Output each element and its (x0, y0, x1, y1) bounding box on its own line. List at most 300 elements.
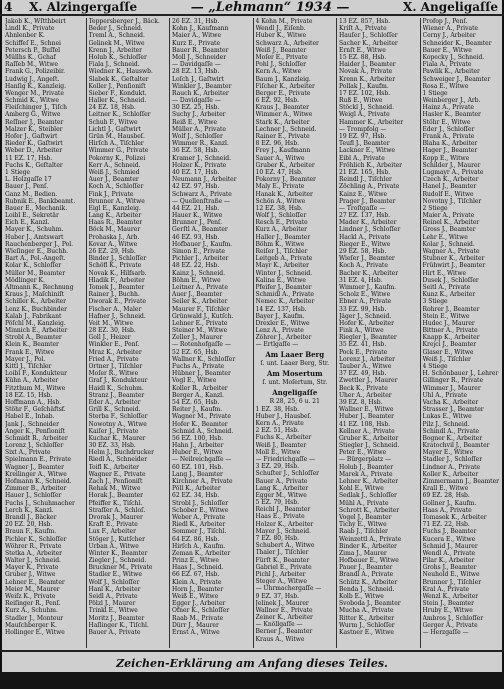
directory-entry: Stark K., Arbeiter (255, 118, 310, 126)
directory-entry: — Herzgaſſe — (422, 628, 469, 636)
directory-entry: Ruß E., Witwe (339, 97, 383, 105)
directory-entry: Kraus J., Beamter (255, 104, 309, 112)
directory-entry: 36 EZ. 58, Hsb. (172, 147, 220, 155)
directory-entry: Wiener A., Private (422, 25, 479, 33)
directory-entry: Wagner E., Private (88, 470, 146, 478)
directory-entry: Jelinek J., Maurer (255, 599, 309, 607)
directory-entry: Lugmayr A., Private (422, 168, 484, 176)
directory-entry: Grohs J., Beamter (422, 564, 477, 572)
directory-entry: Hanak K., Arbeiter (255, 190, 313, 198)
directory-entry: Pölzl J., Maurer (88, 600, 136, 608)
directory-entry: Meier M., Maurer (5, 585, 60, 593)
directory-entry: Winter J., Schneid. (255, 269, 313, 277)
directory-entry: Kittl J., Tiſchler (5, 363, 52, 370)
directory-entry: Fuchs K., Geſtalter (5, 161, 63, 169)
directory-entry: Mayr K., Arbeiter (255, 262, 309, 270)
directory-entry: Riegler J., Beamter (339, 334, 397, 342)
directory-entry: Hübner J., Beamter (172, 370, 231, 378)
directory-entry: Sterba F., Schloſſer (88, 413, 148, 421)
directory-entry: Steiner M., Witwe (172, 327, 228, 335)
directory-entry: 30 EZ. 33, Hsb. (88, 442, 136, 450)
directory-entry: Mayer J., Schneid. (255, 527, 312, 535)
directory-entry: Kurz A., Schuhm. (5, 607, 58, 615)
directory-entry: Ritter K., Arbeiter (339, 614, 395, 622)
directory-entry: Wolf J., Schloſſer (255, 212, 307, 220)
directory-entry: Lindner J., Schloſſer (339, 226, 401, 234)
directory-entry: Zöchling A., Private (339, 183, 400, 191)
directory-entry: Kainz J., Schneid. (172, 269, 225, 277)
directory-entry: Wimmer A., Witwe (255, 111, 313, 119)
directory-entry: 31 EZ. 4, Hsb. (339, 276, 383, 284)
directory-entry: Eder A., Arbeiter (88, 398, 141, 406)
scan-edge-left (0, 0, 2, 689)
directory-entry: Kellner A., Private (339, 427, 395, 435)
directory-entry: 20 EZ. 20, Hsb. (5, 521, 53, 529)
directory-entry: Schindl A., Private (422, 427, 480, 435)
directory-entry: Schöfl K., Private (88, 262, 142, 270)
directory-entry: Tichy E., Witwe (339, 521, 387, 529)
directory-entry: Hofbauer J., Kaufm. (172, 240, 233, 248)
directory-entry: Mayer E., Witwe (422, 449, 474, 457)
directory-entry: Bacher K., Arbeiter (339, 269, 399, 277)
directory-entry: Klein A., Private (172, 578, 222, 586)
directory-entry: Eigl E., Kanzleig. (88, 204, 141, 212)
directory-entry: Hofer J., Gaſtwirt (5, 133, 58, 140)
directory-entry: Hruby E., Witwe (422, 607, 473, 615)
directory-entry: Ernst A., Witwe (172, 628, 220, 636)
directory-entry: Kalina E., Witwe (255, 276, 306, 284)
directory-entry: 3 Stiege (422, 298, 448, 306)
directory-entry: Maurer F., Tiſchler (172, 305, 230, 313)
directory-entry: Novotny J., Tiſchler (422, 197, 482, 205)
directory-entry: Gerſtl A., Beamter (172, 226, 228, 234)
directory-entry: Huber J., Beamter (339, 413, 394, 421)
directory-entry: Hanſig K., Kanzleig. (5, 82, 66, 90)
directory-entry: Hirſch A., Tiſchler (88, 140, 144, 148)
directory-entry: Schneider K., Beamter (422, 39, 492, 47)
directory-entry: Sedlak J., Schloſſer (339, 492, 397, 500)
directory-entry: Huber E., Witwe (172, 449, 223, 457)
directory-entry: 48 EZ. 22, Hsb. (172, 262, 220, 270)
directory-entry: Reiß E., Witwe (172, 118, 218, 126)
directory-entry: 21 EZ. 165, Hsb. (339, 168, 391, 176)
directory-entry: Winter K., Beamter (88, 549, 148, 557)
directory-entry: 19 EZ. 97, Hsb. (339, 133, 387, 140)
directory-entry: Cerny J., Arbeiter (422, 32, 476, 40)
directory-entry: Pichler J., Arbeiter (172, 255, 229, 263)
directory-entry: Koch A., Private (339, 262, 388, 270)
directory-entry: Berger A., Kanzl. (172, 391, 224, 399)
directory-entry: Bauer E., Mechanik. (5, 204, 68, 212)
directory-entry: 11 EZ. 17, Hsb. (5, 154, 53, 162)
directory-entry: Hainz A., Private (422, 104, 474, 112)
directory-entry: Holub J., Beamter (339, 463, 394, 471)
directory-entry: Wieſinger E., Buchh. (5, 248, 69, 255)
directory-entry: Horn J., Beamter (172, 585, 224, 593)
directory-entry: — Uhrmachergaſſe — (255, 585, 322, 593)
directory-entry: Moll E., Witwe (255, 448, 301, 456)
directory-entry: Ofner K., Schloſſer (172, 607, 230, 615)
directory-entry: 35 EZ. 41, Hsb. (339, 341, 387, 349)
page-header (0, 0, 504, 16)
directory-entry: Beder J., Schneid. (88, 25, 143, 33)
scan-bottom-band (0, 672, 504, 689)
directory-entry: Krenn K., Arbeiter (339, 75, 396, 83)
directory-entry: Baum J., Kanzleig. (255, 75, 311, 83)
directory-entry: Loibl F., Kondukteur (5, 370, 67, 378)
directory-entry: Kohn J., Kaufmann (172, 25, 229, 33)
directory-entry: Ambros J., Schloſſer (422, 614, 484, 622)
directory-entry: 42 EZ. 97, Hsb. (172, 183, 220, 191)
directory-entry: Stiegler J., Schneid. (339, 442, 400, 450)
directory-entry: Horak J., Beamter (88, 492, 144, 500)
directory-entry: Jäger J., Schneid. (339, 312, 392, 320)
directory-entry: 17 EZ. 102, Hsb. (339, 89, 391, 97)
directory-entry: Fröhlich K., Arbeiter (339, 161, 403, 169)
directory-entry: Zimmermann J., Beamter (422, 478, 500, 485)
directory-entry: Lehner K., Arbeiter (339, 478, 399, 485)
directory-entry: Zima J., Maurer (339, 549, 387, 557)
directory-entry: Reichl J., Beamter (255, 506, 311, 514)
directory-entry: Moſer R., Witwe (88, 370, 139, 378)
directory-entry: Rosa E., Witwe (422, 82, 469, 90)
directory-entry: Loibl E., Sekretär (5, 212, 59, 220)
directory-entry: Bauer A., Private (88, 628, 141, 636)
directory-entry: 3 EZ. 29, Hsb. (255, 463, 299, 471)
directory-entry: Petersch P., Buſfel (5, 46, 61, 54)
directory-entry: Urban A., Witwe (88, 542, 139, 550)
directory-entry: Fink A., Witwe (339, 327, 384, 335)
directory-entry: Kaiſer J., Private (88, 427, 139, 435)
directory-entry: Wagner A., Private (422, 248, 480, 255)
street-heading: Am Laaer Berg (265, 349, 325, 359)
directory-entry: Fuchs A., Private (172, 363, 225, 370)
directory-entry: L. Holzgaſſe 17 (5, 176, 52, 184)
directory-entry: Binder K., Arbeiter (339, 542, 397, 550)
directory-entry: Weigl A., Private (339, 111, 390, 119)
directory-entry: Auer J., Beamter (88, 176, 139, 184)
directory-entry: Lehr E., Witwe (422, 233, 468, 241)
directory-entry: 14 EZ. 137, Hsb. (255, 305, 307, 313)
directory-entry: Brandl A., Private (339, 571, 394, 579)
directory-entry: Haas R., Beamter (88, 219, 143, 227)
directory-entry: — Troſtgaſſe — (339, 204, 386, 212)
directory-entry: Neuhold E., Witwe (422, 571, 480, 579)
directory-entry: Ernſt E., Witwe (339, 46, 386, 54)
directory-entry: Schrott K., Arbeiter (339, 506, 400, 514)
directory-entry: Kerr A., Schneid. (88, 161, 141, 169)
directory-entry: 28 EZ. 13, Hsb. (172, 68, 220, 76)
header-left-street: X. Alzingergaſſe (29, 0, 138, 14)
directory-entry: Brunner J., Tiſchler (422, 578, 482, 586)
directory-entry: Kern A., Private (255, 420, 304, 427)
directory-entry: Kern A., Witwe (255, 68, 302, 76)
directory-entry: Mödlinger K. (5, 276, 45, 284)
directory-entry: Schuh F., Witwe (88, 118, 138, 126)
directory-entry: Hahn J., Arbeiter (172, 442, 224, 450)
directory-entry: Haider J., Beamter (339, 61, 396, 69)
directory-entry: Mühl A., Private (339, 499, 389, 507)
directory-entry: Weiß J., Schmied (88, 168, 140, 176)
directory-entry: Pokorny J., Beamter (255, 176, 316, 184)
directory-entry: 44 EZ. 21, Hsb. (172, 204, 220, 212)
directory-entry: Stetka A., Arbeiter (5, 549, 62, 557)
directory-entry: Wiedner K., Hauswb. (88, 68, 153, 76)
directory-entry: Seitl A., Private (422, 283, 471, 291)
street-heading: Am Mosertum (266, 368, 323, 378)
directory-entry: Gruber K., Arbeiter (255, 161, 315, 169)
directory-entry: Rainer E., Private (255, 133, 310, 140)
directory-entry: Straſſer A., Schloſ. (88, 506, 146, 514)
directory-entry: Fiala A., Private (422, 61, 472, 69)
directory-entry: Wenger M., Private (5, 89, 64, 97)
directory-entry: Wagner M., Private (172, 413, 231, 421)
directory-entry: 12 EZ. 38, Hsb. (255, 204, 303, 212)
directory-entry: Lang K., Arbeiter (255, 484, 309, 492)
directory-entry: Reinel K., Arbeiter (422, 219, 480, 227)
directory-entry: Lehner E., Beamter (5, 578, 65, 586)
directory-entry: Stöhr F., Geſchäftsf. (5, 406, 66, 414)
directory-entry: Vogl E., Witwe (172, 377, 217, 385)
directory-entry: Anger K., Penſioniſt (5, 427, 65, 435)
directory-entry: Kastner E., Witwe (339, 628, 394, 636)
directory-entry: Haas E., Private (255, 513, 305, 521)
directory-entry: 30 EZ. 25, Hsb. (172, 104, 220, 112)
directory-entry: Maier A., Private (422, 212, 475, 220)
directory-entry: Weber D., Arbeiter (5, 147, 63, 155)
directory-entry: Ebner A., Private (339, 298, 392, 306)
directory-entry: Mauſchberger K. (5, 621, 57, 629)
directory-entry: Dürr J., Maurer (172, 621, 219, 629)
directory-entry: 37 EZ. 49, Hsb. (339, 370, 387, 378)
directory-entry: Malzer K., Steibler (5, 125, 63, 133)
directory-entry: Kral A., Private (422, 585, 470, 593)
directory-entry: Maier A., Witwe (172, 32, 222, 40)
directory-entry: Schmidt R., Arbeiter (5, 434, 68, 442)
directory-entry: Mayer K., Private (5, 564, 59, 572)
directory-entry: Hasler K., Beamter (422, 111, 481, 119)
directory-entry: 66 EZ. 67, Hsb. (172, 571, 220, 579)
directory-columns (3, 18, 503, 648)
directory-entry: Pichl J., Arbeiter (255, 570, 306, 578)
directory-column-1 (3, 18, 87, 648)
directory-entry: Fried A., Private (88, 355, 139, 363)
directory-entry: Frank G., Polizeibir. (5, 68, 66, 76)
directory-entry: Weiß J., Beamter (255, 46, 307, 54)
directory-column-6 (421, 18, 504, 648)
directory-entry: Strobl A., Beamter (5, 334, 62, 342)
directory-entry: Moſer E., Private (255, 53, 308, 61)
directory-entry: Krejci J., Beamter (422, 341, 477, 349)
directory-entry: Kraus J., Maſchiniſt (5, 291, 64, 299)
directory-entry: Weber A., Private (172, 513, 226, 521)
directory-entry: Graf J., Kondukteur (88, 377, 148, 385)
directory-entry: Rudolf E., Witwe (422, 190, 474, 198)
directory-entry: Wöhrer R., Private (5, 542, 62, 550)
directory-entry: Koller J., Penſioniſt (88, 82, 146, 90)
directory-entry: 26 EZ. 29, Hsb. (88, 248, 136, 255)
directory-entry: Lang K., Arbeiter (88, 212, 142, 220)
directory-entry: 28 EZ. 30, Hsb. (88, 327, 136, 335)
directory-entry: 62 EZ. 34, Hsb. (172, 492, 220, 500)
directory-entry: Lorenz J., Arbeiter (339, 355, 395, 363)
directory-entry: Weinzettl A., Private (339, 535, 402, 543)
directory-entry: Moll J., Schneider (172, 53, 227, 61)
directory-entry: Klein K., Beamter (5, 341, 59, 349)
directory-entry: — Friedrichgaſſe — (255, 455, 316, 463)
directory-entry: Gabriel E., Private (255, 563, 312, 571)
directory-entry: Brandl J., Bäcker (5, 513, 57, 521)
street-heading: Angeligaſſe (272, 387, 318, 397)
directory-entry: Teppersberger J., Bäck. (88, 18, 160, 25)
directory-entry: Raab M., Private (172, 614, 224, 622)
directory-entry: Blaha K., Arbeiter (422, 140, 478, 148)
directory-entry: Kolb E., Witwe (339, 593, 384, 600)
directory-entry: Eich E., Kanzl. (5, 219, 50, 227)
directory-entry: Simon E., Private (172, 248, 225, 255)
directory-entry: 26 EZ. 31, Hsb. (172, 18, 220, 25)
directory-entry: 29 EZ. 58, Hsb. (339, 248, 387, 255)
directory-entry: Böck M., Maurer (88, 226, 141, 234)
directory-entry: Moritz J., Beamter (88, 614, 145, 622)
directory-entry: Kunz K., Arbeiter (422, 291, 476, 299)
directory-entry: Bauer A., Private (255, 477, 308, 485)
directory-entry: Gruber J., Witwe (5, 571, 56, 579)
directory-entry: Dusek J., Schloſſer (422, 276, 479, 284)
directory-entry: Fink J., Private (88, 190, 134, 198)
directory-entry: Rauchenberger J., Pol. (5, 240, 74, 248)
directory-entry: Lorenz J., Schloſſer (5, 442, 64, 450)
directory-entry: Novak A., Private (339, 68, 393, 76)
directory-entry: Sacher K., Arbeiter (339, 39, 398, 47)
directory-entry: 33 EZ. 99, Hsb. (339, 305, 387, 313)
directory-entry: Fitzthum M., Witwe (5, 384, 66, 392)
directory-entry: Riedl K., Arbeiter (172, 521, 226, 529)
directory-entry: Slabek K., Geſtalter (88, 75, 149, 83)
directory-entry: Wendl J., Eiſenb. (255, 25, 306, 33)
directory-entry: Weinberger J., Arb. (422, 97, 481, 105)
directory-entry: Wendl A., Private (422, 549, 476, 557)
directory-entry: Stöhr E., Witwe (422, 118, 471, 126)
directory-entry: Maly E., Private (255, 183, 305, 191)
directory-entry: — Neilreichgaſſe — (172, 456, 232, 464)
street-note: ſ. unt. Laaer Berg, Str. (260, 359, 330, 367)
directory-entry: Kuchar K., Maurer (88, 434, 146, 442)
directory-entry: Seidl A., Private (88, 593, 138, 600)
directory-entry: — Ertlgaſſe — (255, 341, 299, 349)
directory-entry: Huber K., Witwe (255, 32, 307, 40)
directory-entry: Holzer K., Private (172, 161, 227, 169)
directory-entry: Fuchs K., Arbeiter (255, 434, 312, 442)
directory-entry: Amberg G., Witwe (5, 111, 61, 119)
directory-entry: Schön A., Witwe (255, 197, 306, 205)
directory-entry: Pawlik K., Arbeiter (422, 68, 480, 76)
directory-entry: Hauer K., Witwe (172, 212, 223, 220)
directory-entry: Pöſchl M., Kanzleig. (5, 319, 66, 327)
directory-entry: Sauer A., Witwe (255, 154, 305, 162)
directory-entry: Lukas E., Witwe (422, 413, 472, 421)
directory-entry: Frank E., Witwe (5, 348, 55, 356)
directory-entry: Lerch K., Kanzl. (5, 506, 54, 514)
directory-entry: Egger M., Witwe (255, 491, 307, 499)
directory-entry: Sixt A., Private (5, 449, 51, 457)
directory-entry: Hofer K., Beamter (172, 420, 228, 428)
directory-entry: Rehak M., Witwe (88, 485, 141, 493)
directory-entry: Bart A., Pol.-Angeſt. (5, 255, 66, 263)
directory-entry: Wieſer J., Beamter (339, 255, 395, 263)
directory-entry: Scholz E., Witwe (339, 291, 391, 299)
directory-entry: Mayer J., Pol. (5, 355, 46, 363)
directory-entry: Thaler J., Tiſchler (255, 549, 309, 557)
directory-entry: Hofer K., Arbeiter (339, 319, 394, 327)
directory-entry: 41 EZ. 108, Hsb. (339, 420, 391, 428)
directory-entry: Wolf J., Schloſſer (88, 578, 140, 586)
directory-entry: Ludwig J., Angeſt. (5, 75, 60, 83)
directory-entry: Prinz E., Witwe (172, 557, 219, 565)
directory-entry: Wimmer J., Maurer (422, 384, 481, 392)
directory-entry: Koller R., Arbeiter (172, 384, 228, 392)
directory-entry: — Bürgerplatz — (339, 456, 392, 464)
directory-entry: Kainz E., Witwe (339, 190, 388, 198)
directory-entry: — Davidgaſſe — (172, 97, 221, 105)
directory-entry: Stein J., Beamter (422, 600, 474, 608)
directory-entry: Braun F., Kaufm. (5, 528, 57, 536)
directory-entry: Ortner J., Tiſchler (88, 363, 143, 370)
directory-entry: Strobl J., Schloſſer (172, 499, 229, 507)
directory-entry: Toifl K., Arbeiter (88, 463, 140, 471)
directory-entry: Zeller J., Maurer (172, 334, 223, 342)
directory-entry: 9 EZ. 37, Hsb. (255, 592, 299, 600)
directory-entry: Riedl A., Schneider (88, 456, 148, 464)
directory-entry: Kraft E., Private (88, 521, 138, 529)
directory-entry: Kramer J., Schneid. (172, 154, 232, 162)
directory-entry: Beck K., Private (339, 384, 388, 392)
directory-entry: Svoboda J., Beamter (339, 600, 401, 608)
directory-entry: Schuſter J., Schloſſer (255, 470, 320, 478)
directory-entry: Hofbauer E., Witwe (339, 557, 399, 565)
directory-entry: Wenzl K., Arbeiter (422, 593, 479, 600)
street-note: R 28, 25, 6 u. 21 (269, 397, 320, 405)
directory-entry: Böhm K., Witwe (255, 240, 305, 248)
directory-entry: Schilder J., Maurer (422, 161, 481, 169)
directory-entry: Wallner E., Private (255, 606, 313, 614)
directory-entry: Peter E., Witwe (339, 449, 387, 457)
directory-entry: Czech K., Arbeiter (422, 176, 479, 184)
directory-entry: Drexler E., Witwe (255, 319, 310, 327)
header-right-street: X. Angeligaſſe (403, 0, 498, 14)
page-number-and-left-street (4, 0, 137, 14)
directory-entry: Wallner E., Witwe (339, 406, 394, 414)
directory-entry: 60 EZ. 101, Hsb. (172, 463, 224, 471)
directory-entry: 18 EZ. 15, Hsb. (5, 391, 53, 399)
directory-entry: Hofmann K., Schneid. (5, 478, 72, 485)
directory-entry: Eibl A., Private (339, 154, 385, 162)
directory-entry: 56 EZ. 100, Hsb. (172, 434, 224, 442)
directory-entry: Huber J., Amtswart (5, 233, 64, 241)
directory-entry: Schiller K., Arbeiter (5, 298, 66, 306)
directory-entry: Goll J., Heizer (88, 334, 131, 342)
directory-entry: — Davidgaſſe — (172, 61, 221, 69)
directory-entry: Mraz K., Arbeiter (88, 348, 142, 356)
directory-entry: Stein E., Witwe (422, 312, 470, 320)
directory-entry: 69 EZ. 28, Hsb. (422, 492, 470, 500)
directory-entry: Grünwald J., Kutſch. (172, 312, 234, 320)
directory-entry: Habel E., Inhab. (5, 413, 55, 421)
directory-entry: Novak K., Hilfsarb. (88, 269, 147, 277)
directory-entry: Hirt E., Witwe (422, 269, 467, 277)
directory-entry: Rauch K., Arbeiter (172, 89, 229, 97)
directory-entry: Weiß J., Beamter (255, 441, 307, 449)
